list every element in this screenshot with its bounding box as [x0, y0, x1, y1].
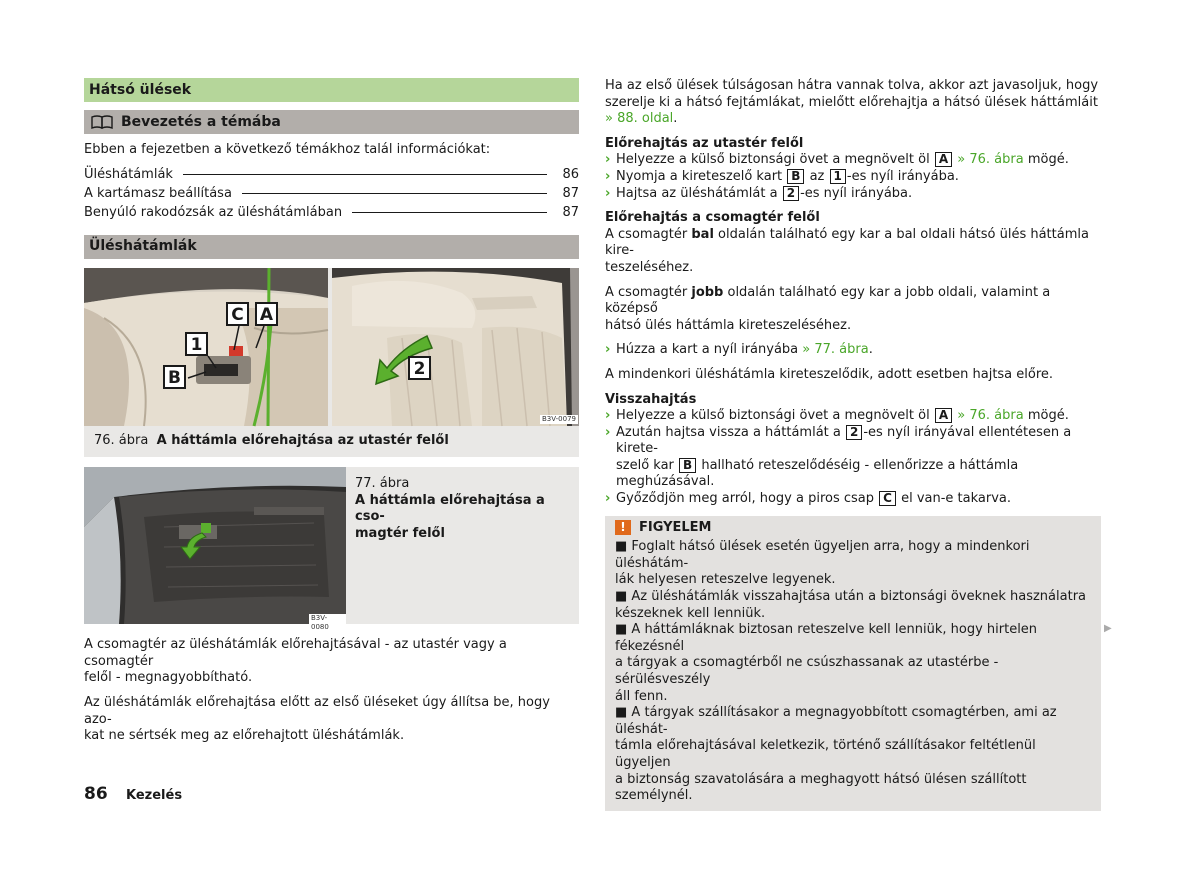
chevron-icon: ›: [605, 408, 611, 424]
list-item: [605, 152, 1101, 169]
text-line: felől - megnagyobbítható.: [84, 670, 253, 686]
text: -es nyíl irányába.: [846, 168, 959, 184]
text-line: a tárgyak a csomagtérből ne csúszhassanak az utastérbe - sérülésveszély: [615, 655, 999, 687]
key-label: A: [935, 408, 952, 423]
subsection-title: Üléshátámlák: [84, 235, 579, 259]
toc-label: A kartámasz beállítása: [84, 185, 232, 201]
image-code: B3V-0080: [309, 614, 346, 632]
footer-section: Kezelés: [126, 788, 183, 803]
text: szelő kar: [616, 457, 674, 473]
figure-caption-text: A háttámla előrehajtása a cso-: [355, 492, 545, 525]
intro-text: Ebben a fejezetben a következő témákhoz talál információkat:: [84, 142, 491, 157]
text-line: támla előrehajtásával keletkezik, történő szállításakor feltétlenül ügyeljen: [615, 738, 1036, 770]
paragraph: [84, 695, 579, 745]
text: oldalán található egy kar a jobb oldali, valamint a középső: [605, 284, 1051, 317]
label-2: 2: [408, 356, 431, 380]
text: -es nyíl irányával ellentétesen a kirete-: [616, 424, 1072, 457]
list-item: [605, 408, 1101, 425]
figure-caption-text: A háttámla előrehajtása az utastér felől: [156, 432, 449, 448]
image-code: B3V-0079: [542, 414, 576, 423]
text: oldalán található egy kar a bal oldali hátsó ülés háttámla kire-: [605, 226, 1089, 259]
figure-76-photo-left: [84, 268, 328, 426]
text: Győződjön meg arról, hogy a piros csap: [616, 491, 874, 507]
paragraph: [605, 227, 1101, 277]
intro-title: Bevezetés a témába: [121, 113, 281, 130]
text-line: ■ Foglalt hátsó ülések esetén ügyeljen arra, hogy a mindenkori üléshátám-: [615, 539, 1030, 571]
text-line: ■ A tárgyak szállításakor a megnagyobbított csomagtérben, ami az üléshát-: [615, 705, 1057, 737]
toc-leader: [352, 212, 547, 213]
warning-item: [615, 705, 1093, 805]
text-line: kat ne sértsék meg az előrehajtott üléshátámlák.: [84, 728, 405, 744]
folded-seat-illustration: [332, 268, 579, 426]
text-line: lák helyesen reteszelve legyenek.: [615, 572, 836, 588]
warning-item: [615, 539, 1093, 589]
warning-title: FIGYELEM: [639, 519, 712, 535]
figure-76: [84, 268, 579, 458]
toc-entry[interactable]: [84, 167, 579, 186]
toc-entry[interactable]: [84, 186, 579, 205]
toc-leader: [183, 174, 547, 175]
key-label: A: [935, 152, 952, 167]
text-line: készeknek kell lenniük.: [615, 605, 766, 621]
toc-page: 86: [562, 166, 579, 182]
continue-arrow-icon: ▶: [1104, 623, 1112, 634]
subheading: Előrehajtás az utastér felől: [605, 135, 804, 151]
figure-77: [84, 467, 579, 632]
figure-caption-text: magtér felől: [355, 525, 445, 541]
text-line: ■ Az üléshátámlák visszahajtása után a biztonsági öveknek használatra: [615, 589, 1087, 605]
key-label: B: [679, 458, 696, 473]
figure-link[interactable]: » 76. ábra: [957, 408, 1024, 424]
text: Helyezze a külső biztonsági övet a megnövelt öl: [616, 408, 930, 424]
list-item: › Húzza a kart a nyíl irányába » 77. ábra.: [605, 342, 873, 358]
chevron-icon: ›: [605, 424, 611, 440]
warning-header: [615, 520, 1093, 537]
text-line: áll fenn.: [615, 688, 668, 704]
table-of-contents: [84, 167, 579, 224]
paragraph: [605, 285, 1101, 335]
chevron-icon: ›: [605, 185, 611, 201]
key-label: C: [879, 491, 896, 506]
text: A csomagtér: [605, 226, 692, 242]
left-column: [84, 78, 579, 753]
text: A csomagtér: [605, 284, 692, 300]
emphasis: jobb: [691, 284, 724, 300]
text: hallható reteszelődéséig - ellenőrizze a háttámla meghúzásával.: [616, 457, 1019, 490]
chevron-icon: ›: [605, 152, 611, 168]
figure-77-photo: [84, 467, 346, 632]
text-line: ■ A háttámláknak biztosan reteszelve kell lenniük, hogy hirtelen fékezésnél: [615, 622, 1038, 654]
figure-number: 76. ábra: [94, 432, 149, 448]
list-item: [605, 186, 1101, 203]
list-item: [605, 425, 1101, 491]
key-label: 1: [830, 169, 846, 184]
toc-leader: [242, 193, 547, 194]
warning-box: [605, 516, 1101, 811]
text: az: [809, 168, 825, 184]
label-a: A: [255, 302, 278, 326]
label-b: B: [163, 365, 186, 389]
list-item: [605, 491, 1101, 508]
text: Hajtsa az üléshátámlát a: [616, 185, 778, 201]
emphasis: bal: [691, 226, 714, 242]
trunk-illustration: [84, 467, 346, 624]
text: mögé.: [1027, 152, 1069, 168]
label-c: C: [226, 302, 249, 326]
chevron-icon: ›: [605, 168, 611, 184]
key-label: 2: [846, 425, 862, 440]
figure-number: 77. ábra: [355, 476, 410, 492]
text: Azután hajtsa vissza a háttámlát a: [616, 424, 841, 440]
section-title: Hátsó ülések: [84, 78, 579, 102]
page-number: 86: [84, 784, 108, 804]
text-line: szerelje ki a hátsó fejtámlákat, mielőtt előrehajtja a hátsó ülések háttámláit: [605, 94, 1098, 110]
paragraph: Ha az első ülések túlságosan hátra vannak tolva, akkor azt javasoljuk, hogy szerelje ki a hátsó fejtámlákat, mielőtt előrehajtja a hátsó ülések háttámláit » 88. oldal.: [605, 78, 1101, 128]
text: el van-e takarva.: [901, 491, 1012, 507]
key-label: B: [787, 169, 804, 184]
paragraph: A mindenkori üléshátámla kireteszelődik, adott esetben hajtsa előre.: [605, 366, 1054, 382]
toc-label: Benyúló rakodózsák az üléshátámlában: [84, 204, 343, 220]
figure-77-caption: [346, 467, 579, 624]
figure-link[interactable]: » 76. ábra: [957, 152, 1024, 168]
text: Nyomja a kireteszelő kart: [616, 168, 783, 184]
chevron-icon: ›: [605, 342, 611, 358]
toc-page: 87: [562, 204, 579, 220]
page-footer: [84, 786, 182, 805]
text: mögé.: [1027, 408, 1069, 424]
text: Húzza a kart a nyíl irányába: [616, 342, 799, 358]
chevron-icon: ›: [605, 491, 611, 507]
paragraph: [84, 637, 579, 687]
text-line: teszeléséhez.: [605, 259, 694, 275]
warning-icon: !: [615, 520, 631, 535]
subheading: Előrehajtás a csomagtér felől: [605, 210, 820, 226]
warning-item: [615, 622, 1093, 705]
subheading: Visszahajtás: [605, 391, 697, 407]
text-line: Ha az első ülések túlságosan hátra vannak tolva, akkor azt javasoljuk, hogy: [605, 78, 1099, 93]
toc-entry[interactable]: [84, 205, 579, 224]
toc-label: Üléshátámlák: [84, 166, 173, 182]
warning-item: [615, 589, 1093, 622]
key-label: 2: [783, 186, 799, 201]
intro-heading: [84, 110, 579, 134]
text-line: a biztonság szavatolására a meghagyott hátsó ülésen szállított személynél.: [615, 771, 1027, 804]
toc-page: 87: [562, 185, 579, 201]
right-column: [605, 78, 1101, 811]
text-line: A csomagtér az üléshátámlák előrehajtásával - az utastér vagy a csomagtér: [84, 637, 507, 669]
figure-76-caption: [84, 426, 579, 458]
page-link[interactable]: » 88. oldal: [605, 111, 674, 127]
list-item: [605, 169, 1101, 186]
figure-link[interactable]: » 77. ábra: [802, 342, 869, 358]
label-1: 1: [185, 332, 208, 356]
text: Helyezze a külső biztonsági övet a megnövelt öl: [616, 152, 930, 168]
book-icon: [91, 115, 113, 129]
text-line: hátsó ülés háttámla kireteszeléséhez.: [605, 317, 852, 333]
text: -es nyíl irányába.: [800, 185, 913, 201]
text-line: Az üléshátámlák előrehajtása előtt az első üléseket úgy állítsa be, hogy azo-: [84, 694, 550, 727]
figure-76-photo-right: [332, 268, 579, 426]
